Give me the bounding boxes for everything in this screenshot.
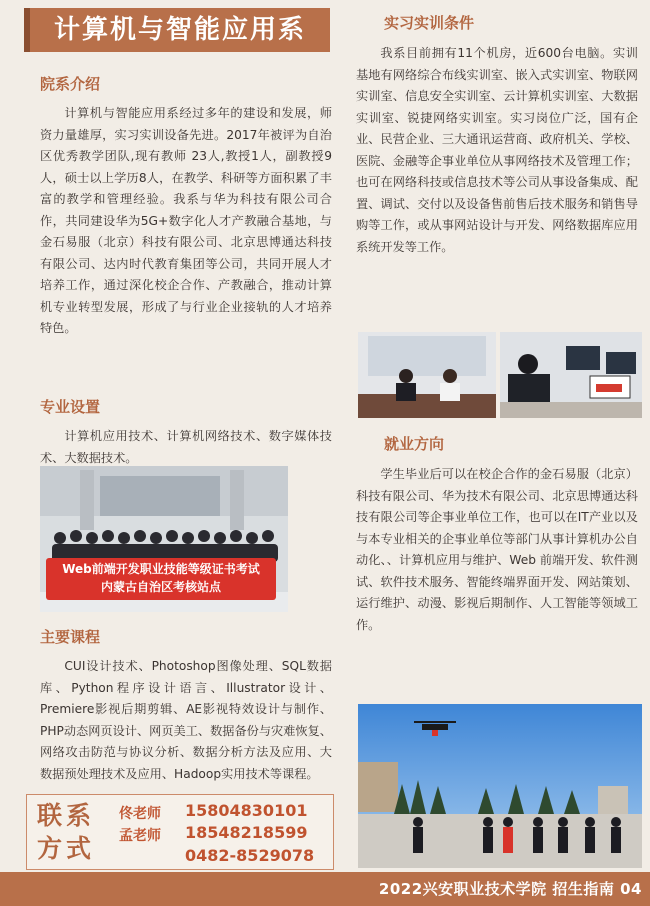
employment-heading: 就业方向 (384, 435, 445, 453)
phone-tong[interactable]: 15804830101 (185, 801, 308, 820)
courses-text: CUI设计技术、Photoshop图像处理、SQL数据库、Python程序设计语言、Illustrator设计、Premiere影视后期剪辑、AE影视特效设计与制作、PHP动态网页设计、网页美工、数据备份与灾难恢复、网络攻击防范与协议分析、数据分析方法及应用、大数据预处理技术及应用、Hadoop实用技术等课程。 (40, 659, 332, 781)
training-heading: 实习实训条件 (384, 14, 475, 32)
footer-band (0, 872, 650, 906)
exam-banner-text: Web前端开发职业技能等级证书考试 内蒙古自治区考核站点 (62, 562, 260, 594)
drone-photo (358, 704, 642, 868)
office-phone[interactable]: 0482-8529078 (185, 846, 315, 865)
exam-banner (46, 558, 276, 600)
computer-lab-art (500, 332, 642, 418)
page-title: 计算机与智能应用系 (30, 8, 330, 52)
intro-heading: 院系介绍 (40, 75, 101, 93)
drone-art (358, 704, 642, 868)
phone-meng[interactable]: 18548218599 (185, 823, 308, 842)
courses-heading: 主要课程 (40, 628, 101, 646)
signing-ceremony-art (358, 332, 496, 418)
computer-lab-photo (500, 332, 642, 418)
majors-heading: 专业设置 (40, 398, 101, 416)
exam-group-photo (40, 466, 288, 612)
contact-title: 联系方式 (37, 801, 96, 863)
signing-ceremony-photo (358, 332, 496, 418)
intro-text: 计算机与智能应用系经过多年的建设和发展，师资力量雄厚，实习实训设备先进。2017年被评为自治区优秀教学团队,现有教师 23人,教授1人，副教授9人，硕士以上学历8人，在教学、科研等方面积累了丰富的教学和管理经验。我系与华为科技有限公司合作，共同建设华为5G+数字化人才产教融合基地，与金石易服（北京）科技有限公司、北京思博通达科技有限公司、达内时代教育集团等公司，共同开展人才培养工作，通过深化校企合作、产教融合，推动计算机专业转型发展，形成了与行业企业接轨的人才培养特色。 (40, 106, 332, 335)
training-text: 我系目前拥有11个机房，近600台电脑。实训基地有网络综合布线实训室、嵌入式实训室、物联网实训室、信息安全实训室、云计算机实训室、大数据实训室、锐捷网络实训室。实习岗位广泛，国有企业、民营企业、三大通讯运营商、政府机关、学校、医院、金融等企事业单位从事网络技术及管理工作；也可在网络科技或信息技术等公司从事设备集成、配置、调试、交付以及设备售前售后技术服务和销售导购等工作，或从事网站设计与开发、网络数据库应用系统开发等工作。 (356, 46, 638, 254)
employment-text: 学生毕业后可以在校企合作的金石易服（北京）科技有限公司、华为技术有限公司、北京思博通达科技有限公司等企事业单位工作，也可以在IT产业以及与本专业相关的企事业单位等部门从事计算机办公自动化、、计算机应用与维护、Web 前端开发、软件测试、软件技术服务、智能终端界面开发、网站策划、运行维护、动漫、影视后期制作、人工智能等领域工作。 (356, 467, 638, 632)
footer-text: 2022兴安职业技术学院 招生指南 04 (378, 880, 642, 898)
contact-box (26, 794, 334, 870)
teacher-meng: 孟老师 (119, 828, 161, 844)
teacher-tong: 佟老师 (119, 806, 161, 822)
majors-text: 计算机应用技术、计算机网络技术、数字媒体技术、大数据技术。 (40, 429, 332, 465)
